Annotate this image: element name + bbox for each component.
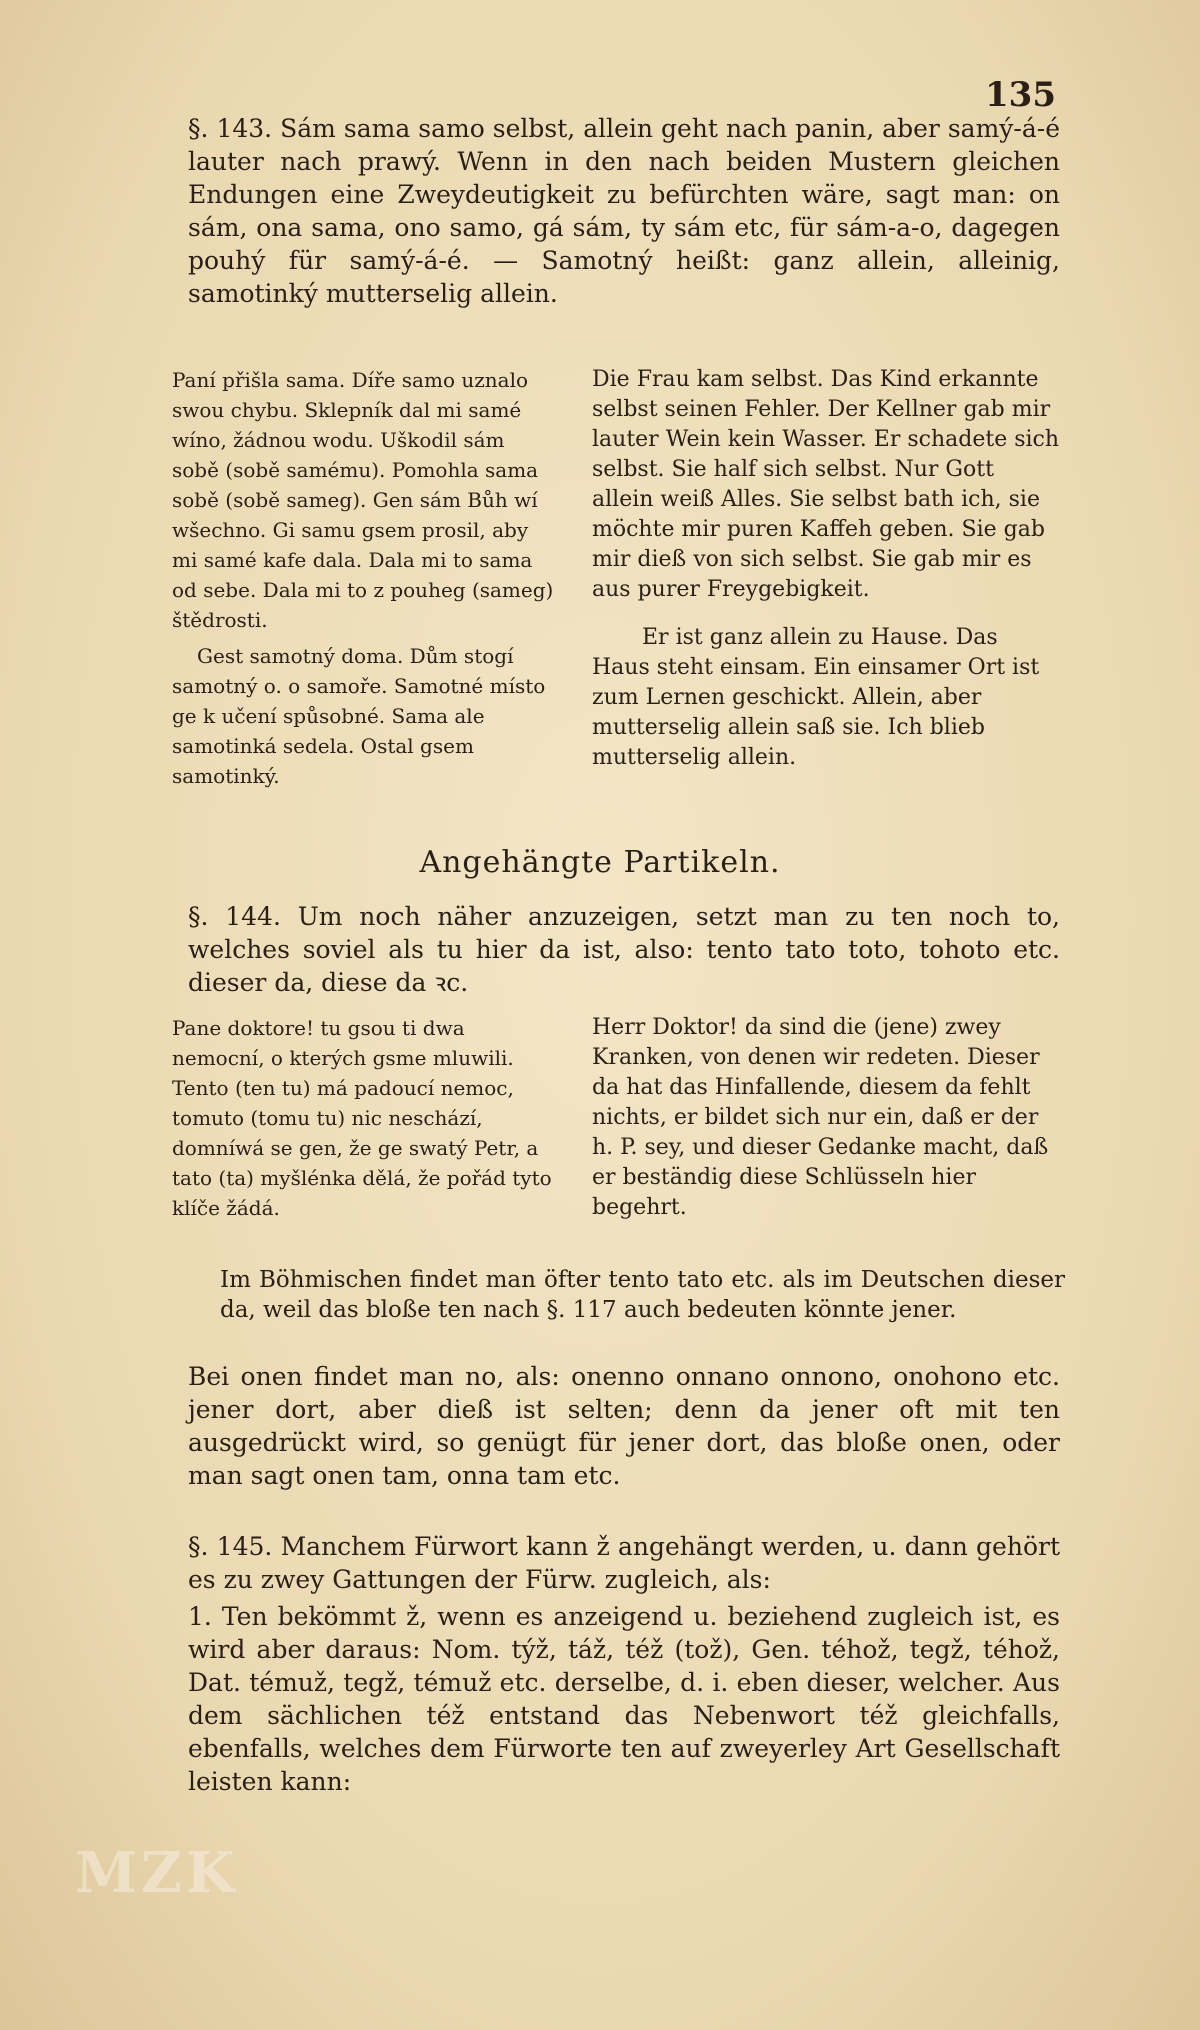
german-example-paragraph: Die Frau kam selbst. Das Kind erkannte selbst seinen Fehler. Der Kellner gab mir lauter Wein kein Wasser. Er schadete sich selbst. Sie half sich selbst. Nur Gott allein weiß Alles. Sie selbst bath ich, sie möchte mir puren Kaffeh geben. Sie gab mir dieß von sich selbst. Sie gab mir es aus purer Freygebigkeit.	[592, 367, 1060, 602]
note-144: Im Böhmischen findet man öfter tento tato etc. als im Deutschen dieser da, weil das bloße ten nach §. 117 auch bedeuten könnte jener.	[220, 1267, 1065, 1323]
czech-example-144: Pane doktore! tu gsou ti dwa nemocní, o kterých gsme mluwili. Tento (ten tu) má padoucí nemoc, tomuto (tomu tu) nic neschází, domníwá se gen, že ge swatý Petr, a tato (ta) myšlénka dělá, že pořád tyto klíče žádá.	[172, 1016, 552, 1220]
section-145-intro: §. 145. Manchem Fürwort kann ž angehängt werden, u. dann gehört es zu zwey Gattungen der Fürw. zugleich, als:	[188, 1532, 1060, 1594]
section-144-text: §. 144. Um noch näher anzuzeigen, setzt man zu ten noch to, welches soviel als tu hier da ist, also: tento tato toto, tohoto etc. dieser da, diese da ꝛc.	[188, 902, 1060, 997]
czech-examples-143	[172, 365, 557, 791]
czech-example-paragraph: Paní přišla sama. Díře samo uznalo swou chybu. Sklepník dal mi samé wíno, žádnou wodu. Uškodil sám sobě (sobě samému). Pomohla sama sobě (sobě sameg). Gen sám Bůh wí wšechno. Gi samu gsem prosil, aby mi samé kafe dala. Dala mi to sama od sebe. Dala mi to z pouheg (sameg) štědrosti.	[172, 368, 554, 632]
section-heading: Angehängte Partikeln.	[419, 845, 781, 880]
section-143-text: §. 143. Sám sama samo selbst, allein geht nach panin, aber samý-á-é lauter nach prawý. Wenn in den nach beiden Mustern gleichen Endungen eine Zweydeutigkeit zu befürchten wäre, sagt man: on sám, ona sama, ono samo, gá sám, ty sám etc, für sám-a-o, dagegen pouhý für samý-á-é. — Samotný heißt: ganz allein, alleinig, samotinký mutterselig allein.	[188, 114, 1060, 308]
german-examples-143	[592, 365, 1062, 773]
czech-example-paragraph: Gest samotný doma. Dům stogí samotný o. o samoře. Samotné místo ge k učení spůsobné. Sama ale samotinká sedela. Ostal gsem samotinký.	[172, 644, 546, 788]
section-145-item-1: 1. Ten bekömmt ž, wenn es anzeigend u. beziehend zugleich ist, es wird aber daraus: Nom. týž, táž, též (tož), Gen. téhož, tegž, téhož, Dat. témuž, tegž, témuž etc. derselbe, d. i. eben dieser, welcher. Aus dem sächlichen též entstand das Nebenwort též gleichfalls, ebenfalls, welches dem Fürworte ten auf zweyerley Art Gesellschaft leisten kann:	[188, 1602, 1060, 1796]
paragraph-onen: Bei onen findet man no, als: onenno onnano onnono, onohono etc. jener dort, aber dieß ist selten; denn da jener oft mit ten ausgedrückt wird, so genügt für jener dort, das bloße onen, oder man sagt onen tam, onna tam etc.	[188, 1362, 1060, 1490]
german-example-144: Herr Doktor! da sind die (jene) zwey Kranken, von denen wir redeten. Dieser da hat das Hinfallende, diesem da fehlt nichts, er bildet sich nur ein, daß er der h. P. sey, und dieser Gedanke macht, daß er beständig diese Schlüsseln hier begehrt.	[592, 1015, 1049, 1220]
german-example-paragraph: Er ist ganz allein zu Hause. Das Haus steht einsam. Ein einsamer Ort ist zum Lernen geschickt. Allein, aber mutterselig allein saß sie. Ich blieb mutterselig allein.	[592, 625, 1040, 770]
library-watermark: MZK	[75, 1840, 239, 1906]
page-number: 135	[985, 75, 1056, 115]
